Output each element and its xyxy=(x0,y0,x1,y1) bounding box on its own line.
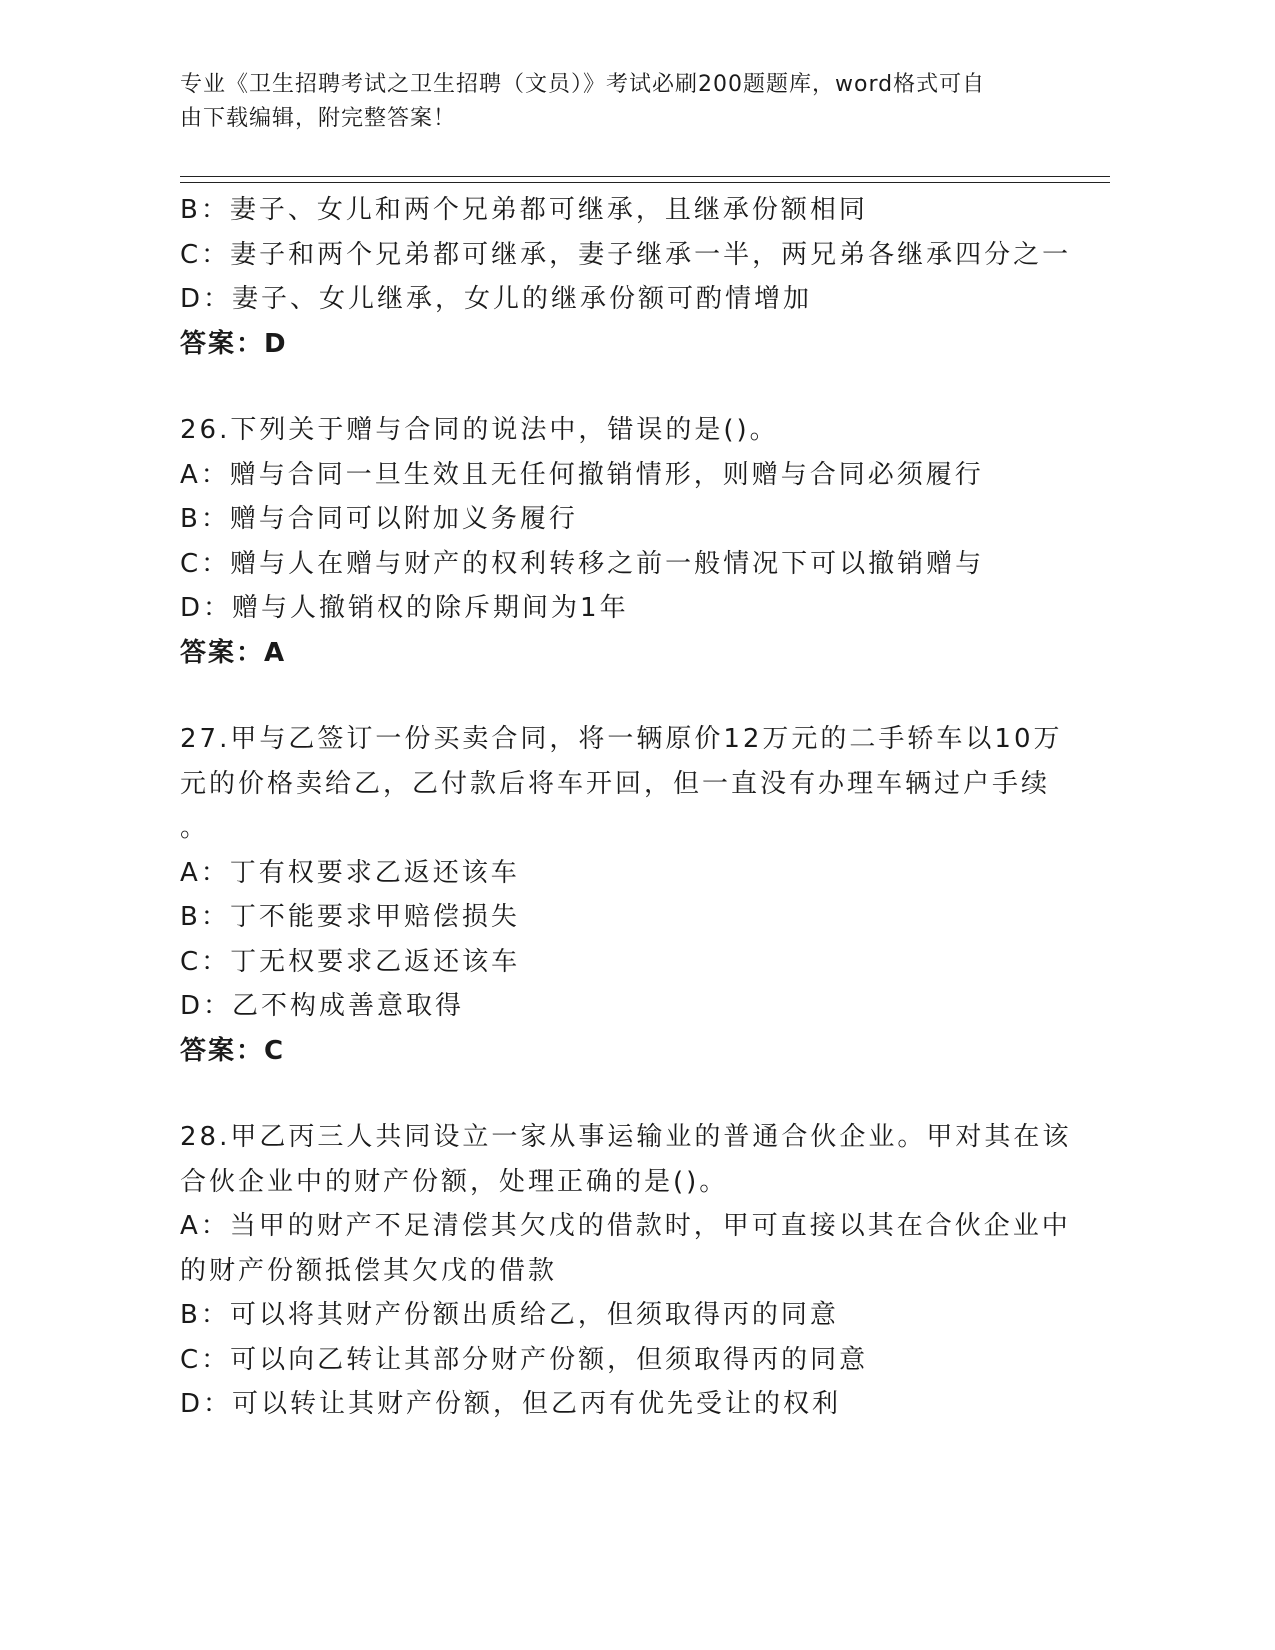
q28-option-a-line-2: 的财产份额抵偿其欠戊的借款 xyxy=(180,1255,558,1286)
q28-option-a-line-1: A：当甲的财产不足清偿其欠戊的借款时，甲可直接以其在合伙企业中 xyxy=(180,1211,1071,1241)
header-divider-bottom xyxy=(180,182,1110,183)
header-line-1: 专业《卫生招聘考试之卫生招聘（文员）》考试必刷200题题库，word格式可自 xyxy=(180,72,986,97)
q28-stem-line-1: 28.甲乙丙三人共同设立一家从事运输业的普通合伙企业。甲对其在该 xyxy=(180,1122,1072,1152)
spacer xyxy=(180,1073,1080,1115)
q27-option-c: C：丁无权要求乙返还该车 xyxy=(180,946,521,977)
q27-option-a: A：丁有权要求乙返还该车 xyxy=(180,857,520,888)
q27-stem-line-1: 27.甲与乙签订一份买卖合同，将一辆原价12万元的二手轿车以10万 xyxy=(180,724,1063,754)
q26-option-c: C：赠与人在赠与财产的权利转移之前一般情况下可以撤销赠与 xyxy=(180,548,985,579)
q27-stem-line-3: 。 xyxy=(180,813,210,843)
question-26 xyxy=(180,408,1080,675)
q25-option-c: C：妻子和两个兄弟都可继承，妻子继承一半，两兄弟各继承四分之一 xyxy=(180,239,1072,270)
q27-option-b: B：丁不能要求甲赔偿损失 xyxy=(180,902,520,932)
q25-answer: 答案：D xyxy=(180,328,288,359)
q28-option-d: D：可以转让其财产份额，但乙丙有优先受让的权利 xyxy=(180,1389,842,1419)
q27-stem-line-2: 元的价格卖给乙，乙付款后将车开回，但一直没有办理车辆过户手续 xyxy=(180,768,1051,799)
q27-option-d: D：乙不构成善意取得 xyxy=(180,991,465,1021)
page-header xyxy=(180,68,1060,136)
question-28 xyxy=(180,1115,1080,1427)
q26-option-a: A：赠与合同一旦生效且无任何撤销情形，则赠与合同必须履行 xyxy=(180,459,984,490)
header-line-2: 由下载编辑，附完整答案！ xyxy=(180,106,457,131)
q25-option-b: B：妻子、女儿和两个兄弟都可继承，且继承份额相同 xyxy=(180,195,868,225)
q26-answer: 答案：A xyxy=(180,637,287,668)
question-content xyxy=(180,188,1080,1427)
header-divider-top xyxy=(180,176,1110,177)
q28-stem-line-2: 合伙企业中的财产份额，处理正确的是()。 xyxy=(180,1166,729,1197)
q26-stem: 26.下列关于赠与合同的说法中，错误的是()。 xyxy=(180,415,779,445)
spacer xyxy=(180,366,1080,408)
q25-option-d: D：妻子、女儿继承，女儿的继承份额可酌情增加 xyxy=(180,284,813,314)
q28-option-b: B：可以将其财产份额出质给乙，但须取得丙的同意 xyxy=(180,1300,839,1330)
q26-option-b: B：赠与合同可以附加义务履行 xyxy=(180,504,578,534)
q28-option-c: C：可以向乙转让其部分财产份额，但须取得丙的同意 xyxy=(180,1344,869,1375)
q27-answer: 答案：C xyxy=(180,1035,286,1066)
question-27 xyxy=(180,717,1080,1073)
q26-option-d: D：赠与人撤销权的除斥期间为1年 xyxy=(180,593,629,623)
spacer xyxy=(180,675,1080,717)
question-25-tail xyxy=(180,188,1080,366)
